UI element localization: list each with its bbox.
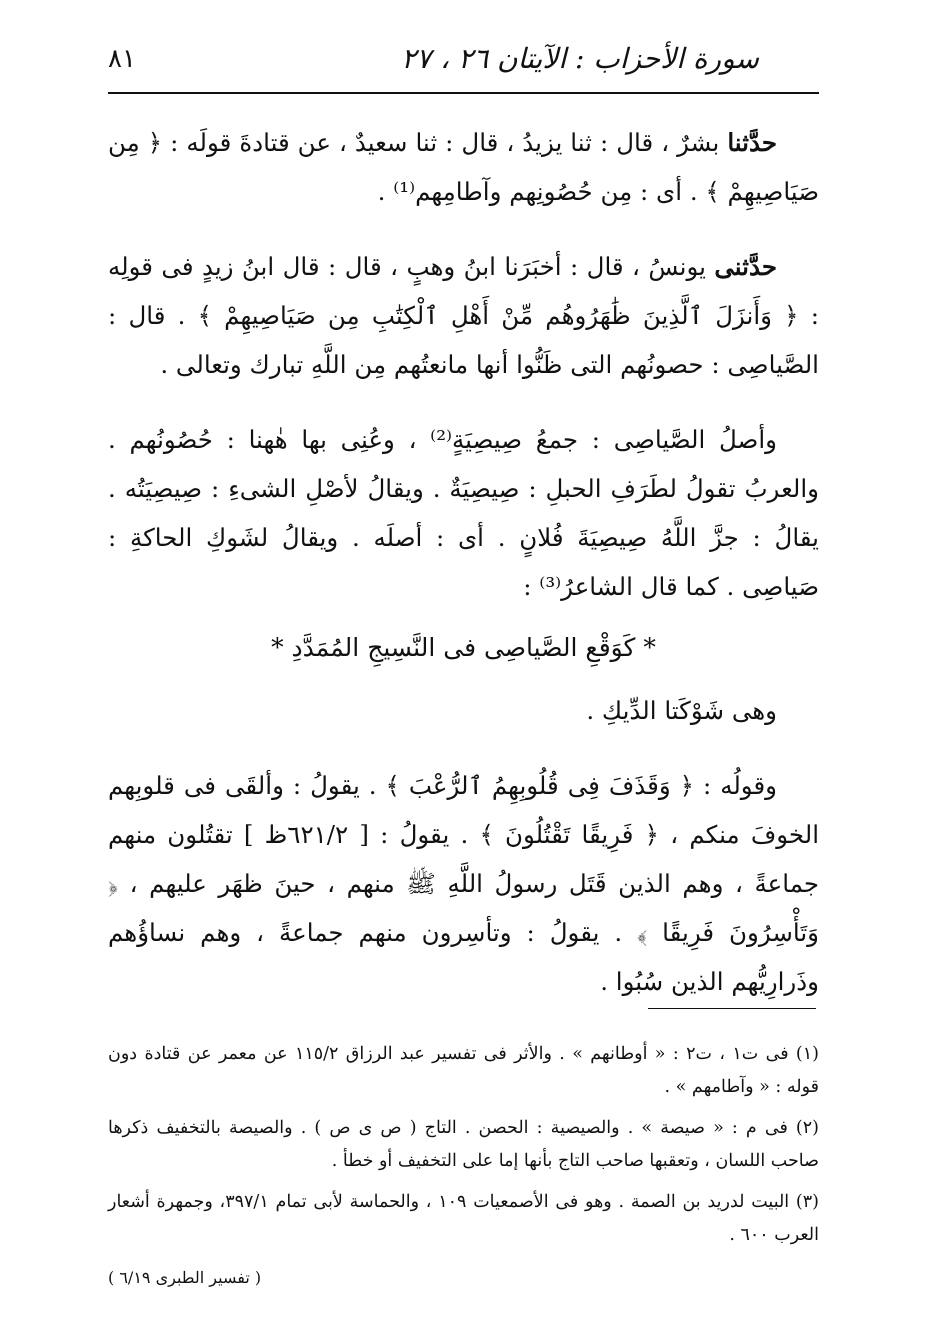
signature: ( تفسير الطبرى ٦/١٩ ): [108, 1268, 262, 1287]
paragraph-text: يونسُ ، قال : أخبَرَنا ابنُ وهبٍ ، قال : قال ابنُ زيدٍ فى قولِه : ﴿ وَأَنزَلَ ٱلَّذِينَ ظَٰهَرُوهُم مِّنْ أَهْلِ ٱلْكِتَٰبِ مِن صَيَاصِيهِمْ ﴾ . قال : الصَّياصِى : حصونُهم التى ظَنُّوا أنها مانعتُهم مِن اللَّهِ تبارك وتعالى .: [108, 252, 819, 379]
paragraph-4: [108, 761, 819, 1006]
paragraph-lead: حدَّثنا: [727, 128, 777, 157]
footnote-2: (٢) فى م : « صيصة » . والصيصية : الحصن . التاج ( ص ى ص ) . والصيصة بالتخفيف ذكرها صاحب اللسان ، وتعقبها صاحب التاج بأنها إما على التخفيف أو خطأ .: [108, 1118, 819, 1171]
page-number: ٨١: [108, 44, 136, 74]
paragraph-text: وأصلُ الصَّياصِى : جمعُ صِيصِيَةٍ⁽²⁾ ، وعُنِى بها هٰهنا : حُصُونُهم . والعربُ تقولُ لطَرَفِ الحبلِ : صِيصِيَةٌ . ويقالُ لأصْلِ الشىءِ : صِيصِيَتُه . يقالُ : جزَّ اللَّهُ صِيصِيَةَ فُلانٍ . أى : أصلَه . ويقالُ لشَوكِ الحاكةِ : صَياصِى . كما قال الشاعرُ⁽³⁾ :: [108, 425, 819, 601]
running-title: سورة الأحزاب : الآيتان ٢٦ ، ٢٧: [401, 42, 759, 75]
footnote-rule: [648, 1008, 816, 1009]
footnotes: [108, 1038, 819, 1260]
paragraph-3: [108, 415, 819, 611]
paragraph-text: وقولُه : ﴿ وَقَذَفَ فِى قُلُوبِهِمُ ٱلرُّعْبَ ﴾ . يقولُ : وألقَى فى قلوبِهم الخوفَ منكم ، ﴿ فَرِيقًا تَقْتُلُونَ ﴾ . يقولُ : [ ٦٢١/٢ظ ] تقتُلون منهم جماعةً ، وهم الذين قَتَل رسولُ اللَّهِ ﷺ منهم ، حينَ ظهَر عليهم ، ﴿ وَتَأْسِرُونَ فَرِيقًا ﴾ . يقولُ : وتأسِرون منهم جماعةً ، وهم نساؤُهم وذَرارِيُّهم الذين سُبُوا .: [108, 771, 820, 996]
paragraph-lead: حدَّثنى: [714, 252, 777, 281]
footnote-3: (٣) البيت لدريد بن الصمة . وهو فى الأصمعيات ١٠٩ ، والحماسة لأبى تمام ٣٩٧/١، وجمهرة أشعار العرب ٦٠٠ .: [108, 1192, 819, 1245]
page-header: [108, 38, 819, 88]
header-rule: [108, 92, 819, 94]
after-poem-line: وهى شَوْكَتا الدِّيكِ .: [586, 696, 777, 725]
poem-verse: * كَوَقْعِ الصَّياصِى فى النَّسِيجِ المُمَدَّدِ *: [271, 633, 656, 662]
paragraph-2: [108, 242, 819, 389]
footnote-1: (١) فى ت١ ، ت٢ : « أوطانهم » . والأثر فى تفسير عبد الرزاق ١١٥/٢ عن معمر عن قتادة دون قوله : « وآطامهم » .: [108, 1044, 819, 1097]
main-text: [108, 118, 819, 1018]
paragraph-text: بشرٌ ، قال : ثنا يزيدُ ، قال : ثنا سعيدٌ ، عن قتادةَ قولَه : ﴿ مِن صَيَاصِيهِمْ ﴾ . أى : مِن حُصُونِهم وآطامِهم⁽¹⁾ .: [108, 128, 819, 206]
paragraph-1: [108, 118, 819, 216]
